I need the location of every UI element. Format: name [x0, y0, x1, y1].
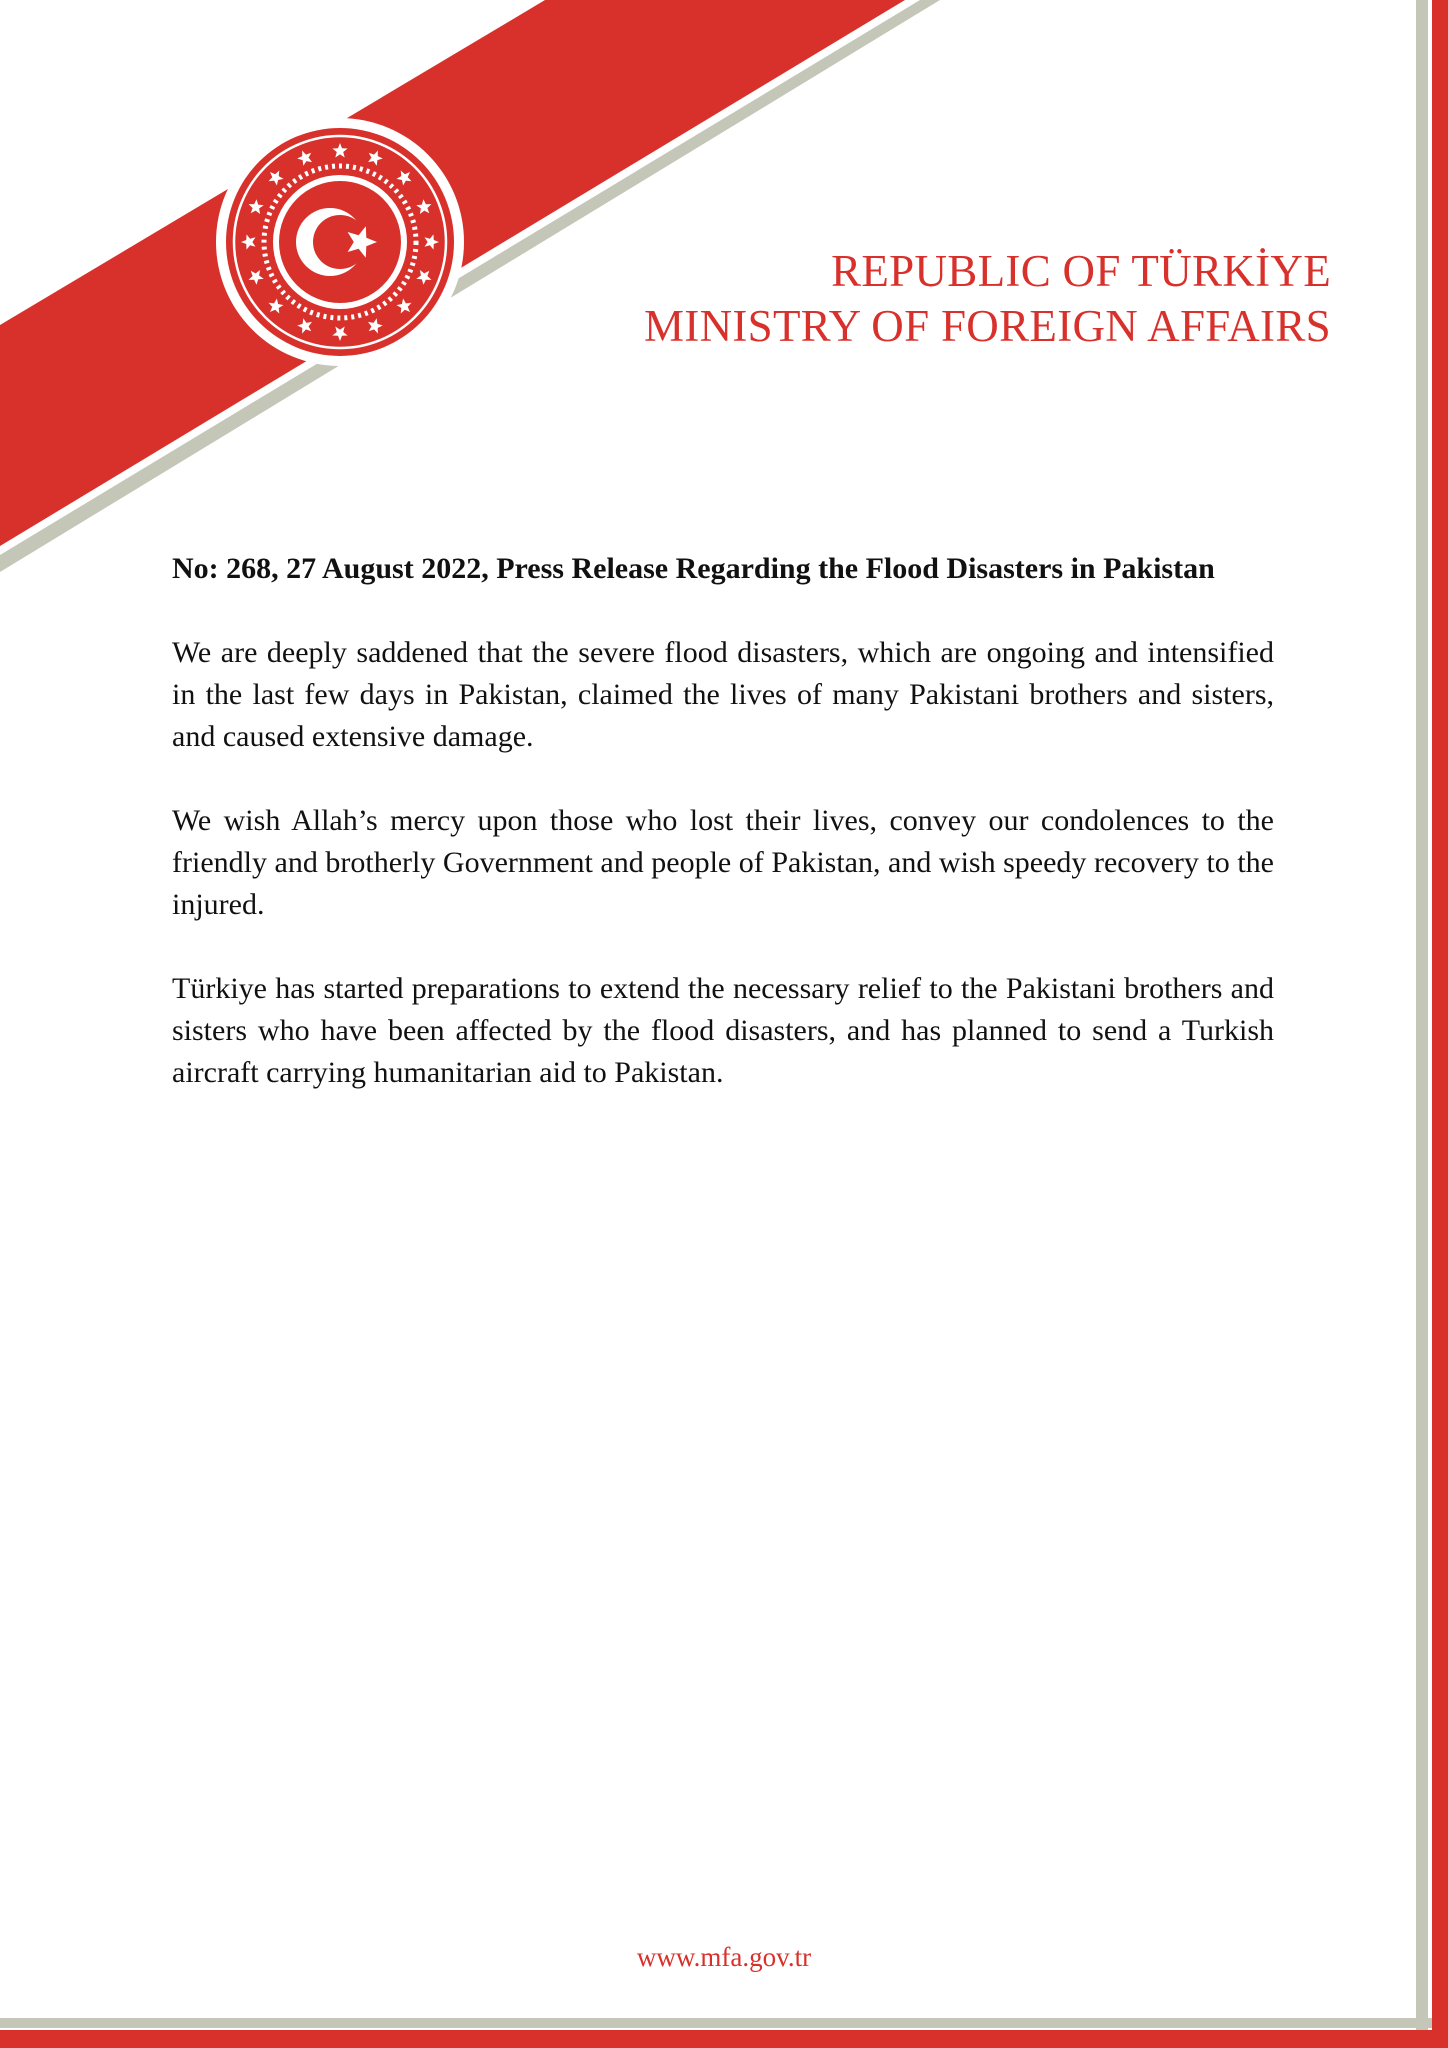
right-border-red [1432, 0, 1448, 2048]
paragraph-1: We are deeply saddened that the severe flood disasters, which are ongoing and intensified in the last few days in Pakistan, claimed the lives of many Pakistani brothers and sisters, and caused extensive damage. [172, 636, 1274, 753]
press-release-body [172, 548, 1274, 1136]
paragraph-2: We wish Allah’s mercy upon those who lost their lives, convey our condolences to the friendly and brotherly Government and people of Pakistan, and wish speedy recovery to the injured. [172, 804, 1274, 921]
paragraph-3: Türkiye has started preparations to extend the necessary relief to the Pakistani brothers and sisters who have been affected by the flood disasters, and has planned to send a Turkish aircraft carrying humanitarian aid to Pakistan. [172, 972, 1274, 1089]
right-border-grey [1416, 0, 1428, 2048]
ministry-emblem-icon [216, 118, 464, 366]
ministry-title [644, 244, 1331, 354]
bottom-border-red [0, 2030, 1448, 2048]
ministry-title-line2: MINISTRY OF FOREIGN AFFAIRS [644, 301, 1331, 351]
press-release-heading: No: 268, 27 August 2022, Press Release Regarding the Flood Disasters in Pakistan [172, 552, 1215, 585]
ministry-title-line1: REPUBLIC OF TÜRKİYE [831, 246, 1331, 296]
footer-website-link[interactable]: www.mfa.gov.tr [636, 1942, 812, 1972]
bottom-border-grey [0, 2018, 1432, 2028]
